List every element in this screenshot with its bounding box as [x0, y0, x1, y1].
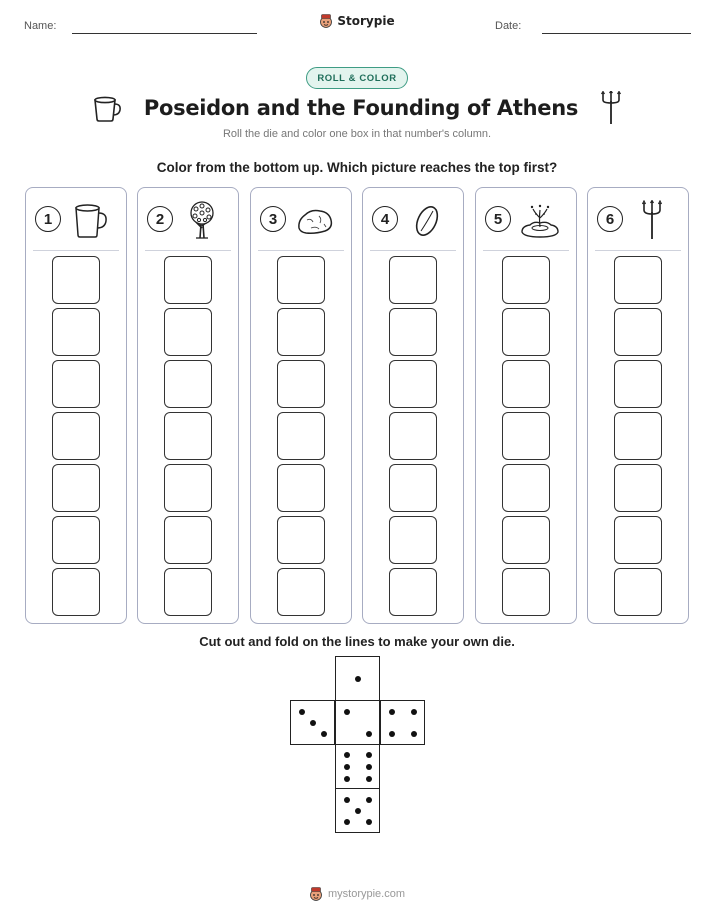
color-box[interactable]: [52, 464, 100, 512]
number-circle: 3: [260, 206, 286, 232]
olive-tree-icon: [182, 200, 222, 240]
cup-icon: [92, 94, 122, 122]
column-divider: [145, 250, 231, 251]
column-header: [588, 200, 688, 240]
column-2: [137, 187, 239, 624]
color-box[interactable]: [277, 412, 325, 460]
column-6: [587, 187, 689, 624]
die-pip: [355, 676, 361, 682]
color-box[interactable]: [614, 516, 662, 564]
die-pip: [344, 752, 350, 758]
die-face-2: [335, 700, 380, 745]
color-box[interactable]: [614, 464, 662, 512]
die-pip: [366, 731, 372, 737]
color-box[interactable]: [52, 568, 100, 616]
column-5: [475, 187, 577, 624]
die-pip: [366, 764, 372, 770]
color-box[interactable]: [164, 464, 212, 512]
page-title: Poseidon and the Founding of Athens: [143, 96, 579, 120]
die-face-4: [380, 700, 425, 745]
color-box[interactable]: [389, 360, 437, 408]
name-line[interactable]: [72, 33, 257, 34]
die-face-1: [335, 656, 380, 701]
storypie-mascot-icon: [319, 13, 333, 29]
color-box[interactable]: [502, 464, 550, 512]
color-box[interactable]: [277, 516, 325, 564]
footer: [0, 886, 714, 902]
color-box[interactable]: [502, 568, 550, 616]
color-box[interactable]: [164, 308, 212, 356]
color-box[interactable]: [614, 568, 662, 616]
column-divider: [483, 250, 569, 251]
die-net: [290, 656, 425, 834]
trident-icon: [600, 91, 622, 125]
die-pip: [411, 731, 417, 737]
color-box[interactable]: [164, 516, 212, 564]
footer-url[interactable]: mystorypie.com: [327, 888, 406, 900]
color-box[interactable]: [389, 568, 437, 616]
column-4: [362, 187, 464, 624]
color-box[interactable]: [614, 360, 662, 408]
column-header: [251, 200, 351, 240]
number-circle: 2: [147, 206, 173, 232]
column-1: [25, 187, 127, 624]
color-box[interactable]: [614, 308, 662, 356]
column-header: [476, 200, 576, 240]
die-pip: [344, 776, 350, 782]
column-header: [26, 200, 126, 240]
water-spring-icon: [520, 200, 560, 240]
die-instruction: Cut out and fold on the lines to make your own die.: [199, 634, 515, 649]
color-box[interactable]: [389, 516, 437, 564]
instruction: Color from the bottom up. Which picture reaches the top first?: [156, 160, 558, 175]
color-box[interactable]: [277, 256, 325, 304]
die-pip: [355, 808, 361, 814]
rock-icon: [295, 200, 335, 240]
color-box[interactable]: [52, 308, 100, 356]
color-box[interactable]: [502, 412, 550, 460]
column-divider: [595, 250, 681, 251]
subtitle: Roll the die and color one box in that number's column.: [222, 128, 492, 140]
die-pip: [366, 776, 372, 782]
color-box[interactable]: [502, 256, 550, 304]
color-box[interactable]: [164, 360, 212, 408]
color-columns: [25, 187, 690, 624]
column-header: [363, 200, 463, 240]
die-pip: [344, 764, 350, 770]
color-box[interactable]: [389, 412, 437, 460]
color-box[interactable]: [277, 360, 325, 408]
color-box[interactable]: [52, 516, 100, 564]
die-face-3: [290, 700, 335, 745]
color-box[interactable]: [52, 360, 100, 408]
color-box[interactable]: [52, 412, 100, 460]
trident-icon: [632, 200, 672, 240]
die-pip: [366, 819, 372, 825]
name-label: Name:: [24, 20, 57, 32]
date-line[interactable]: [542, 33, 691, 34]
die-face-6: [335, 744, 380, 789]
number-circle: 6: [597, 206, 623, 232]
color-box[interactable]: [502, 516, 550, 564]
die-pip: [321, 731, 327, 737]
color-box[interactable]: [164, 256, 212, 304]
color-box[interactable]: [614, 256, 662, 304]
color-box[interactable]: [502, 308, 550, 356]
die-face-5: [335, 788, 380, 833]
number-circle: 5: [485, 206, 511, 232]
color-box[interactable]: [389, 464, 437, 512]
column-header: [138, 200, 238, 240]
storypie-mascot-icon: [309, 886, 323, 902]
column-3: [250, 187, 352, 624]
color-box[interactable]: [277, 568, 325, 616]
date-label: Date:: [495, 20, 522, 32]
color-box[interactable]: [164, 568, 212, 616]
color-box[interactable]: [614, 412, 662, 460]
die-pip: [299, 709, 305, 715]
die-pip: [344, 797, 350, 803]
brand-name: Storypie: [337, 14, 395, 28]
die-pip: [310, 720, 316, 726]
color-box[interactable]: [277, 308, 325, 356]
title-row: [0, 90, 714, 126]
color-box[interactable]: [502, 360, 550, 408]
color-box[interactable]: [389, 308, 437, 356]
column-divider: [33, 250, 119, 251]
brand-logo: [0, 13, 714, 29]
die-pip: [411, 709, 417, 715]
die-pip: [366, 797, 372, 803]
die-pip: [344, 709, 350, 715]
column-divider: [258, 250, 344, 251]
cup-icon: [70, 200, 110, 240]
color-box[interactable]: [52, 256, 100, 304]
die-pip: [366, 752, 372, 758]
die-pip: [389, 731, 395, 737]
activity-badge: ROLL & COLOR: [306, 67, 408, 89]
number-circle: 1: [35, 206, 61, 232]
die-pip: [389, 709, 395, 715]
number-circle: 4: [372, 206, 398, 232]
color-box[interactable]: [164, 412, 212, 460]
column-divider: [370, 250, 456, 251]
die-pip: [344, 819, 350, 825]
color-box[interactable]: [389, 256, 437, 304]
olive-icon: [407, 200, 447, 240]
color-box[interactable]: [277, 464, 325, 512]
